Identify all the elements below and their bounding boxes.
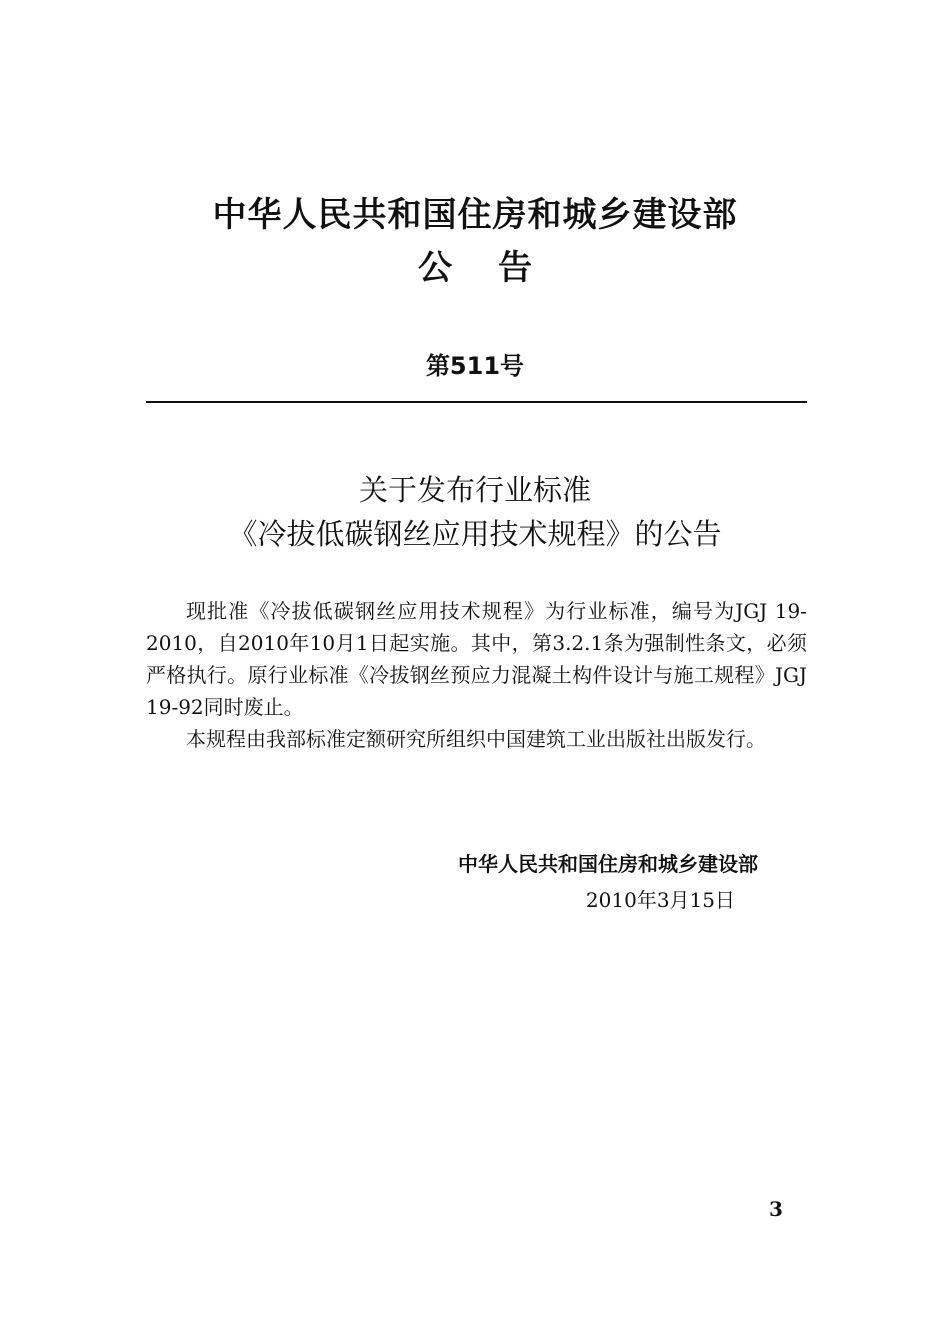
signature-date: 2010年3月15日 [585,888,735,912]
body-paragraph: 现批准《冷拔低碳钢丝应用技术规程》为行业标准，编号为JGJ 19-2010，自2010年10月1日起实施。其中，第3.2.1条为强制性条文，必须严格执行。原行业标准《冷拔钢丝预应力混凝土构件设计与施工规程》JGJ 19-92同时废止。 [146,599,807,719]
page-number: 3 [769,1197,783,1221]
notice-body [146,595,807,755]
header-divider [146,401,807,403]
notice-title-line1: 关于发布行业标准 [358,473,591,507]
signature-issuer: 中华人民共和国住房和城乡建设部 [458,852,758,876]
body-paragraph: 本规程由我部标准定额研究所组织中国建筑工业出版社出版发行。 [186,727,766,751]
issuing-organization: 中华人民共和国住房和城乡建设部 [212,195,738,235]
announcement-number: 第511号 [425,352,525,380]
document-type: 公告 [418,248,578,288]
notice-title-line2: 《冷拔低碳钢丝应用技术规程》的公告 [228,517,722,551]
